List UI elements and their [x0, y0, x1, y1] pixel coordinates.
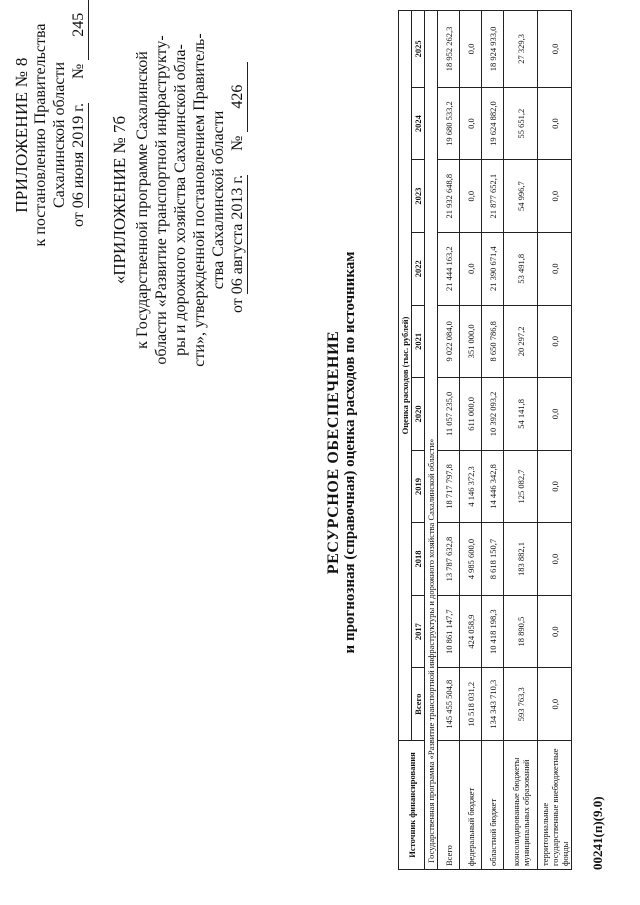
page-heading [325, 0, 359, 905]
appendix-7b-line: ства Сахалинской области [210, 110, 227, 290]
table-row [504, 11, 538, 870]
cell: 9 022 084,0 [438, 305, 460, 378]
cell: 351 000,0 [460, 305, 482, 378]
year-header: 2024 [412, 87, 425, 160]
cell: 21 444 163,2 [438, 232, 460, 305]
year-header: 2022 [412, 232, 425, 305]
appendix-8-line2: Сахалинской области [51, 61, 68, 209]
row-name: федеральный бюджет [460, 740, 482, 869]
row-name: областной бюджет [482, 740, 504, 869]
cell: 0,0 [538, 668, 572, 741]
appendix-7b-line: сти», утвержденной постановлением Правитель- [191, 33, 208, 367]
program-title-row [425, 11, 438, 870]
appendix-7b-number-label: № [229, 135, 246, 151]
cell: 19 680 533,2 [438, 87, 460, 160]
program-title: Государственная программа «Развитие транспортной инфраструктуры и дорожного хозяйства Сахалинской области» [425, 11, 438, 870]
row-name: территориальные государственные внебюджетные фонды [538, 740, 572, 869]
heading-title: РЕСУРСНОЕ ОБЕСПЕЧЕНИЕ [325, 330, 342, 575]
cell: 18 952 262,3 [438, 11, 460, 88]
cell: 21 877 652,1 [482, 160, 504, 233]
appendix-7b-date: 06 августа 2013 г. [229, 174, 246, 295]
appendix-7b-block [110, 15, 248, 385]
cell: 4 985 600,0 [460, 523, 482, 596]
heading-subtitle: и прогнозная (справочная) оценка расходов по источникам [342, 251, 358, 654]
table-row [482, 11, 504, 870]
cell: 19 624 882,0 [482, 87, 504, 160]
appendix-7b-title: «ПРИЛОЖЕНИЕ № 7б [110, 115, 129, 285]
cell: 0,0 [538, 11, 572, 88]
appendix-7b-number: 426 [228, 62, 248, 132]
footer-code: 00241(п)(9.0) [590, 796, 605, 870]
cell: 10 861 147,7 [438, 595, 460, 668]
cell: 18 717 797,8 [438, 450, 460, 523]
cell: 0,0 [460, 87, 482, 160]
year-header: 2019 [412, 450, 425, 523]
resource-table [398, 10, 572, 870]
appendix-8-date: 06 июня 2019 г. [70, 103, 87, 209]
row-name: Всего [438, 740, 460, 869]
cell: 0,0 [538, 87, 572, 160]
cell: 424 058,9 [460, 595, 482, 668]
year-header: Всего [412, 668, 425, 741]
appendix-7b-line: к Государственной программе Сахалинской [134, 51, 151, 349]
year-header: 2018 [412, 523, 425, 596]
cell: 0,0 [538, 378, 572, 451]
cell: 125 082,7 [504, 450, 538, 523]
cell: 10 518 031,2 [460, 668, 482, 741]
cell: 593 763,3 [504, 668, 538, 741]
appendix-8-date-prefix: от [70, 212, 87, 227]
appendix-7b-date-line [228, 15, 248, 385]
appendix-8-block [12, 12, 89, 255]
cell: 8 650 786,8 [482, 305, 504, 378]
cell: 183 882,1 [504, 523, 538, 596]
cell: 0,0 [460, 232, 482, 305]
cell: 14 446 342,8 [482, 450, 504, 523]
cell: 0,0 [460, 11, 482, 88]
cell: 18 890,5 [504, 595, 538, 668]
appendix-8-date-line [69, 12, 89, 255]
cell: 55 651,2 [504, 87, 538, 160]
appendix-7b-line: области «Развитие транспортной инфраструкту- [153, 35, 170, 365]
cell: 134 343 710,3 [482, 668, 504, 741]
table-row [538, 11, 572, 870]
estimate-header: Оценка расходов (тыс. рублей) [399, 11, 412, 741]
year-header: 2020 [412, 378, 425, 451]
cell: 13 787 632,8 [438, 523, 460, 596]
cell: 0,0 [538, 450, 572, 523]
year-header: 2017 [412, 595, 425, 668]
cell: 0,0 [538, 595, 572, 668]
cell: 21 390 671,4 [482, 232, 504, 305]
cell: 611 000,0 [460, 378, 482, 451]
header-row-1 [399, 11, 412, 870]
row-name: консолидированные бюджеты муниципальных образований [504, 740, 538, 869]
appendix-8-number-label: № [70, 63, 87, 80]
cell: 10 392 093,2 [482, 378, 504, 451]
cell: 10 418 198,3 [482, 595, 504, 668]
appendix-8-line1: к постановлению Правительства [32, 23, 49, 247]
cell: 20 297,2 [504, 305, 538, 378]
year-header: 2021 [412, 305, 425, 378]
cell: 27 329,3 [504, 11, 538, 88]
appendix-7b-line: ры и дорожного хозяйства Сахалинской обла- [172, 44, 189, 356]
table-row [460, 11, 482, 870]
appendix-8-number: 245 [69, 0, 89, 60]
cell: 145 455 504,8 [438, 668, 460, 741]
cell: 0,0 [538, 523, 572, 596]
cell: 0,0 [538, 305, 572, 378]
source-header: Источник финансирования [399, 740, 425, 869]
cell: 54 996,7 [504, 160, 538, 233]
cell: 4 146 372,3 [460, 450, 482, 523]
cell: 8 618 150,7 [482, 523, 504, 596]
cell: 0,0 [538, 160, 572, 233]
cell: 18 924 933,0 [482, 11, 504, 88]
cell: 0,0 [460, 160, 482, 233]
appendix-8-title: ПРИЛОЖЕНИЕ № 8 [12, 57, 31, 213]
cell: 21 932 648,8 [438, 160, 460, 233]
appendix-7b-date-prefix: от [229, 298, 246, 313]
cell: 53 491,8 [504, 232, 538, 305]
cell: 0,0 [538, 232, 572, 305]
cell: 54 141,8 [504, 378, 538, 451]
year-header: 2023 [412, 160, 425, 233]
table-row [438, 11, 460, 870]
cell: 11 057 235,0 [438, 378, 460, 451]
year-header: 2025 [412, 11, 425, 88]
